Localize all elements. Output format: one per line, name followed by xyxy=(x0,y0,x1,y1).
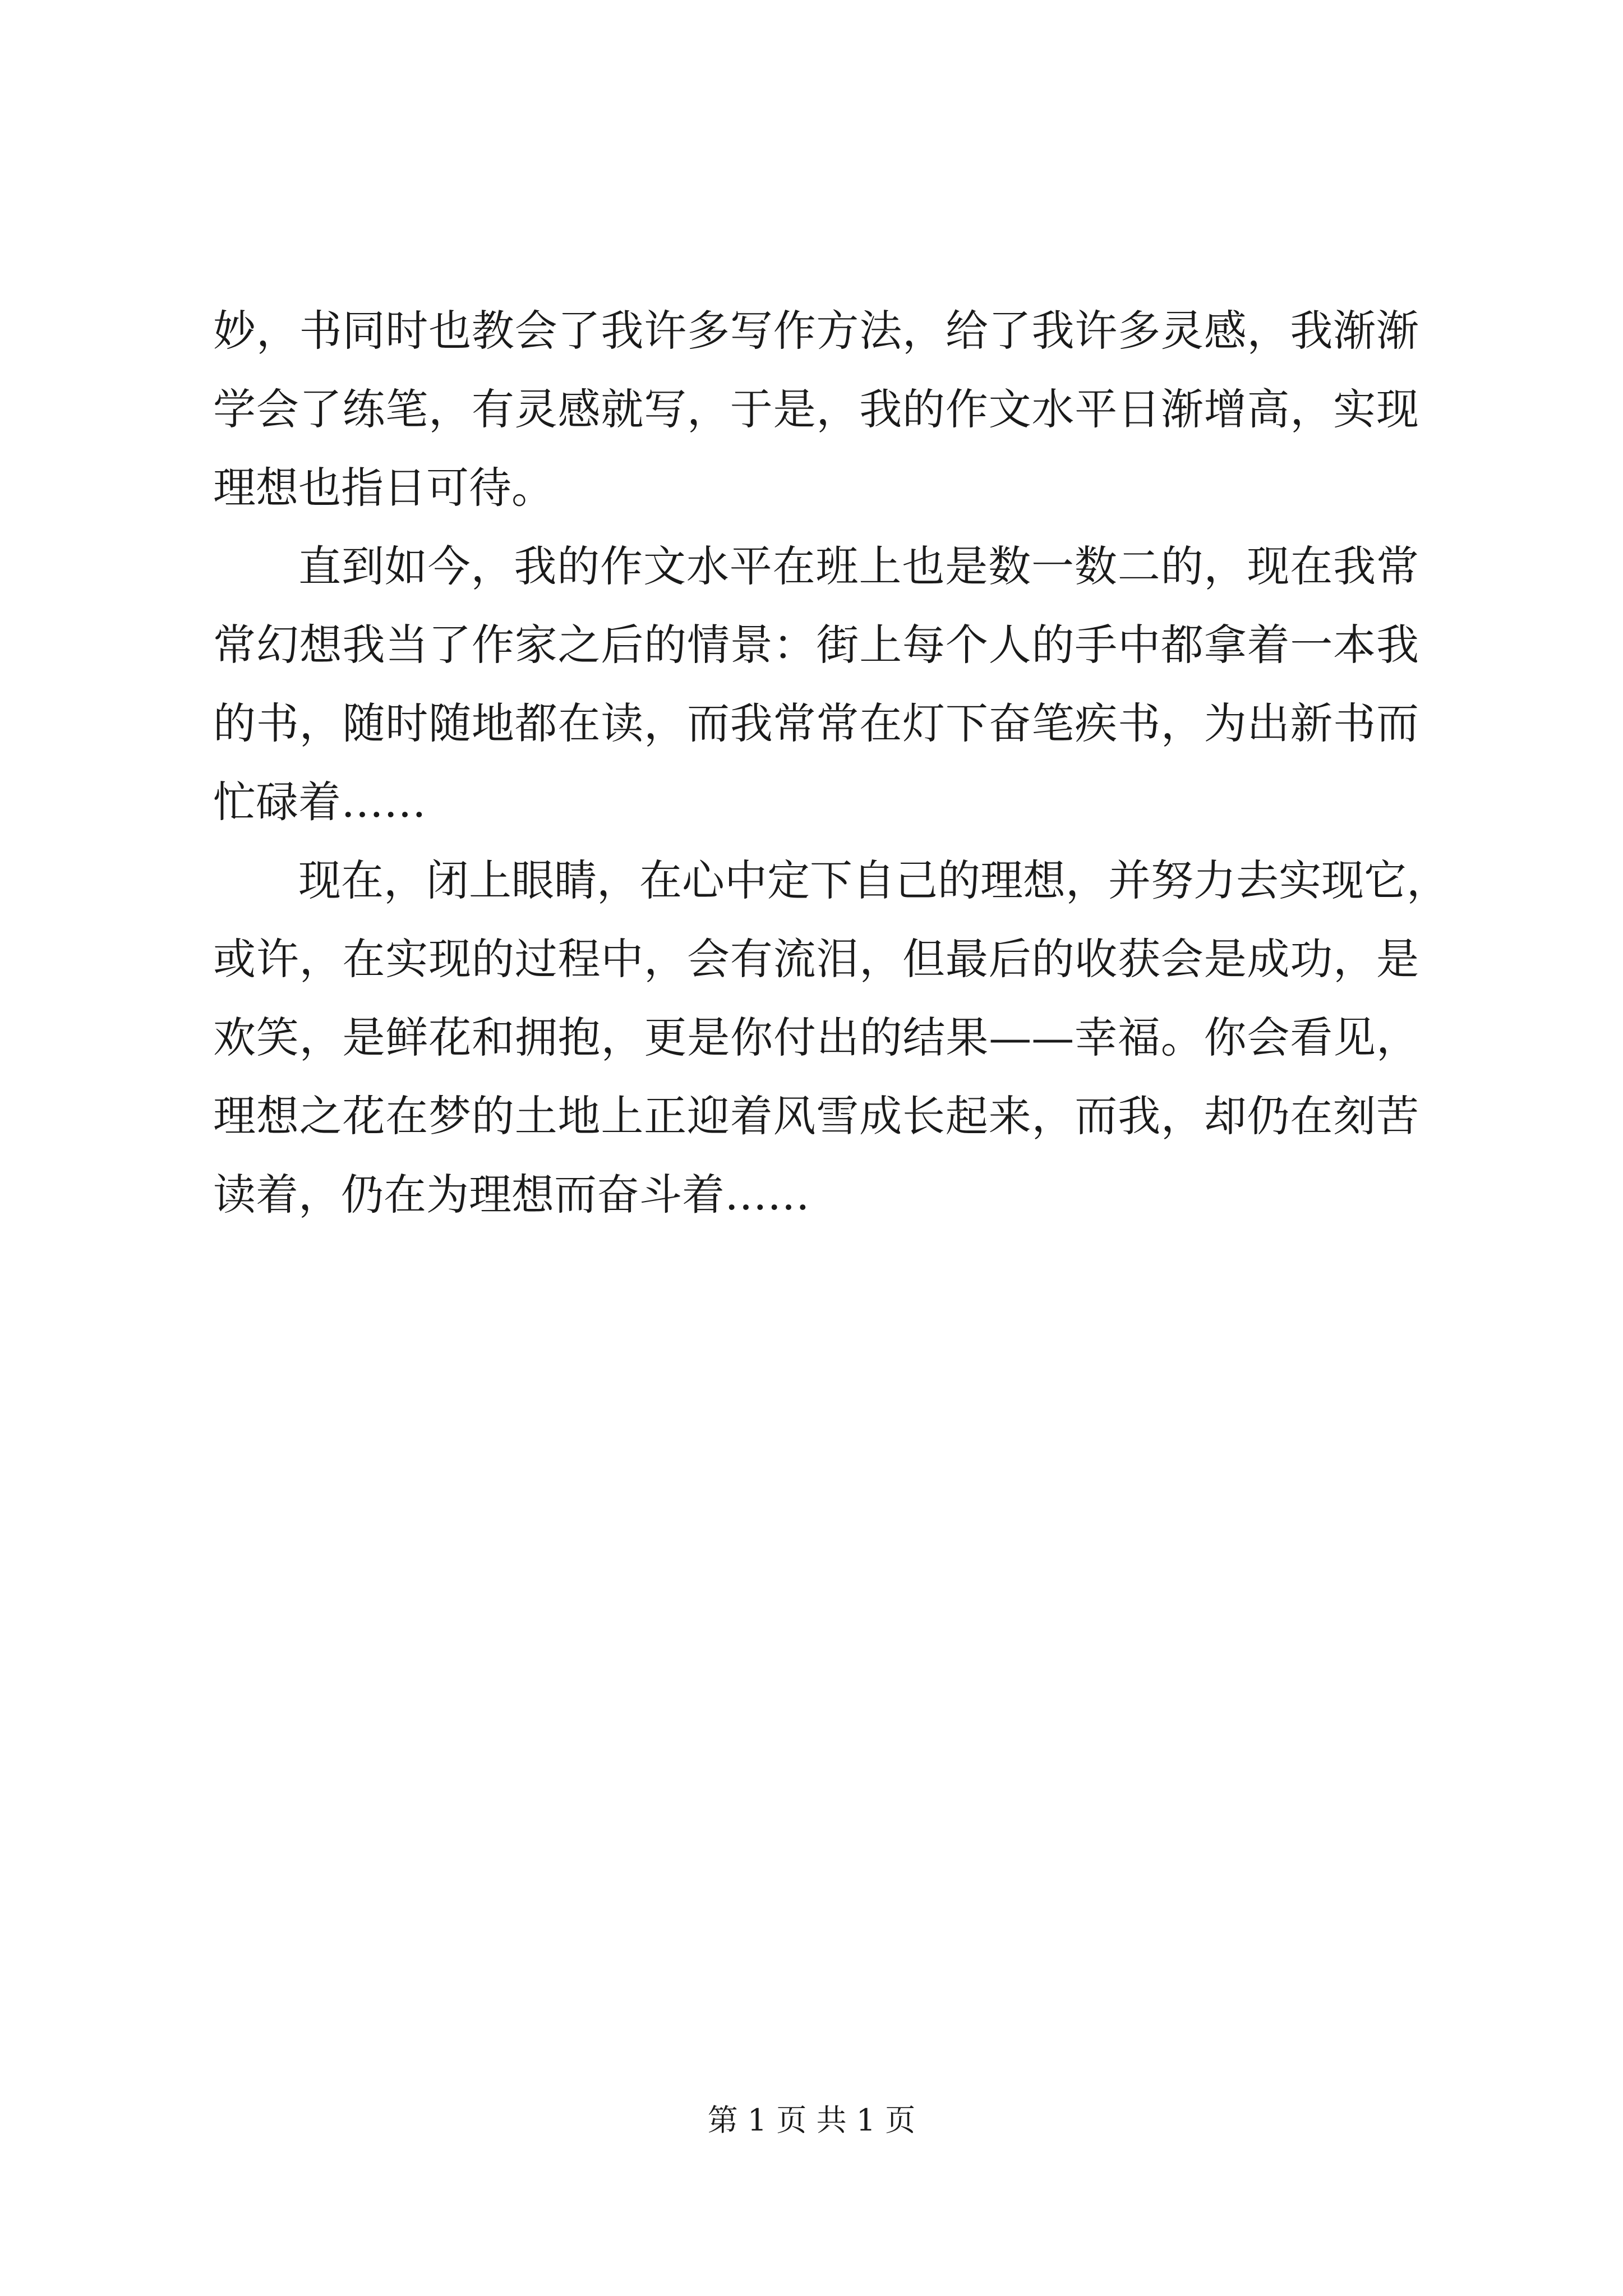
text-line: 或许，在实现的过程中，会有流泪，但最后的收获会是成功，是 xyxy=(213,934,1419,984)
text-line: 直到如今，我的作文水平在班上也是数一数二的，现在我常 xyxy=(298,541,1419,591)
text-line: 学会了练笔，有灵感就写，于是，我的作文水平日渐增高，实现 xyxy=(213,384,1419,434)
text-line: 常幻想我当了作家之后的情景：街上每个人的手中都拿着一本我 xyxy=(213,620,1419,670)
text-line: 现在，闭上眼睛，在心中定下自己的理想，并努力去实现它， xyxy=(298,855,1449,905)
paragraph-3 xyxy=(213,841,1449,1234)
text-line: 理想也指日可待。 xyxy=(213,463,554,513)
text-line: 的书，随时随地都在读，而我常常在灯下奋笔疾书，为出新书而 xyxy=(213,698,1419,748)
document-body xyxy=(213,292,1449,1234)
paragraph-1 xyxy=(213,292,1419,527)
page-number-label: 第 1 页 共 1 页 xyxy=(707,2102,916,2138)
text-line: 欢笑，是鲜花和拥抱，更是你付出的结果——幸福。你会看见， xyxy=(213,1013,1419,1062)
text-line: 忙碌着…… xyxy=(213,777,426,827)
text-line: 妙，书同时也教会了我许多写作方法，给了我许多灵感，我渐渐 xyxy=(213,306,1419,356)
paragraph-2 xyxy=(213,527,1419,841)
page-footer xyxy=(0,2101,1623,2140)
text-line: 读着，仍在为理想而奋斗着…… xyxy=(213,1170,810,1220)
text-line: 理想之花在梦的土地上正迎着风雪成长起来，而我，却仍在刻苦 xyxy=(213,1091,1419,1141)
